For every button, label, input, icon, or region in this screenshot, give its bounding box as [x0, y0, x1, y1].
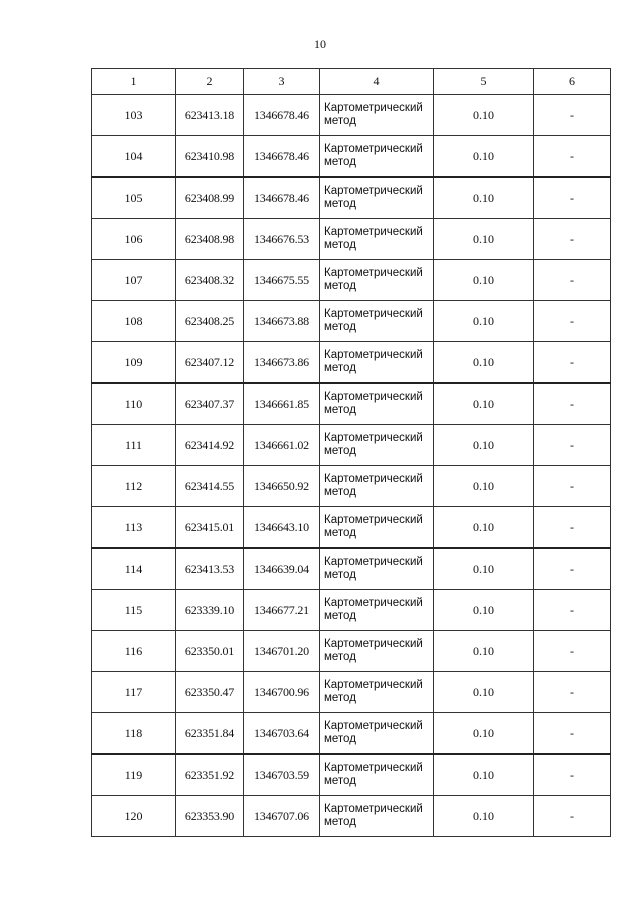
- y-coordinate-cell: 1346707.06: [244, 796, 320, 837]
- method-cell: Картометрический метод: [320, 301, 434, 342]
- y-coordinate-cell: 1346678.46: [244, 95, 320, 136]
- accuracy-cell: 0.10: [434, 260, 534, 301]
- accuracy-cell: 0.10: [434, 301, 534, 342]
- y-coordinate-cell: 1346700.96: [244, 672, 320, 713]
- column-header: 6: [534, 69, 611, 95]
- table-row: [92, 672, 611, 713]
- coordinates-table: [91, 68, 611, 837]
- y-coordinate-cell: 1346673.86: [244, 342, 320, 384]
- point-number-cell: 120: [92, 796, 176, 837]
- y-coordinate-cell: 1346678.46: [244, 177, 320, 219]
- x-coordinate-cell: 623408.32: [176, 260, 244, 301]
- method-cell: Картометрический метод: [320, 466, 434, 507]
- point-number-cell: 111: [92, 425, 176, 466]
- x-coordinate-cell: 623339.10: [176, 590, 244, 631]
- x-coordinate-cell: 623410.98: [176, 136, 244, 178]
- table-row: [92, 507, 611, 549]
- x-coordinate-cell: 623414.55: [176, 466, 244, 507]
- point-number-cell: 110: [92, 383, 176, 425]
- x-coordinate-cell: 623413.53: [176, 548, 244, 590]
- table-row: [92, 95, 611, 136]
- description-cell: -: [534, 796, 611, 837]
- point-number-cell: 104: [92, 136, 176, 178]
- table-row: [92, 713, 611, 755]
- description-cell: -: [534, 425, 611, 466]
- table-row: [92, 754, 611, 796]
- accuracy-cell: 0.10: [434, 713, 534, 755]
- accuracy-cell: 0.10: [434, 425, 534, 466]
- description-cell: -: [534, 260, 611, 301]
- description-cell: -: [534, 590, 611, 631]
- point-number-cell: 108: [92, 301, 176, 342]
- point-number-cell: 118: [92, 713, 176, 755]
- accuracy-cell: 0.10: [434, 95, 534, 136]
- point-number-cell: 106: [92, 219, 176, 260]
- accuracy-cell: 0.10: [434, 136, 534, 178]
- x-coordinate-cell: 623353.90: [176, 796, 244, 837]
- x-coordinate-cell: 623408.99: [176, 177, 244, 219]
- method-cell: Картометрический метод: [320, 713, 434, 755]
- method-cell: Картометрический метод: [320, 95, 434, 136]
- point-number-cell: 119: [92, 754, 176, 796]
- point-number-cell: 109: [92, 342, 176, 384]
- description-cell: -: [534, 136, 611, 178]
- page-number: 10: [314, 37, 326, 51]
- point-number-cell: 112: [92, 466, 176, 507]
- column-header: 5: [434, 69, 534, 95]
- table-row: [92, 425, 611, 466]
- x-coordinate-cell: 623408.98: [176, 219, 244, 260]
- point-number-cell: 107: [92, 260, 176, 301]
- table-row: [92, 219, 611, 260]
- x-coordinate-cell: 623351.92: [176, 754, 244, 796]
- description-cell: -: [534, 466, 611, 507]
- point-number-cell: 115: [92, 590, 176, 631]
- x-coordinate-cell: 623408.25: [176, 301, 244, 342]
- accuracy-cell: 0.10: [434, 796, 534, 837]
- point-number-cell: 105: [92, 177, 176, 219]
- y-coordinate-cell: 1346639.04: [244, 548, 320, 590]
- column-header: 1: [92, 69, 176, 95]
- y-coordinate-cell: 1346650.92: [244, 466, 320, 507]
- method-cell: Картометрический метод: [320, 590, 434, 631]
- y-coordinate-cell: 1346661.85: [244, 383, 320, 425]
- table-row: [92, 342, 611, 384]
- description-cell: -: [534, 95, 611, 136]
- y-coordinate-cell: 1346643.10: [244, 507, 320, 549]
- x-coordinate-cell: 623350.47: [176, 672, 244, 713]
- y-coordinate-cell: 1346675.55: [244, 260, 320, 301]
- method-cell: Картометрический метод: [320, 631, 434, 672]
- accuracy-cell: 0.10: [434, 631, 534, 672]
- y-coordinate-cell: 1346703.59: [244, 754, 320, 796]
- method-cell: Картометрический метод: [320, 796, 434, 837]
- description-cell: -: [534, 342, 611, 384]
- accuracy-cell: 0.10: [434, 342, 534, 384]
- method-cell: Картометрический метод: [320, 383, 434, 425]
- y-coordinate-cell: 1346673.88: [244, 301, 320, 342]
- x-coordinate-cell: 623407.37: [176, 383, 244, 425]
- point-number-cell: 116: [92, 631, 176, 672]
- column-header: 4: [320, 69, 434, 95]
- method-cell: Картометрический метод: [320, 342, 434, 384]
- description-cell: -: [534, 177, 611, 219]
- accuracy-cell: 0.10: [434, 383, 534, 425]
- accuracy-cell: 0.10: [434, 672, 534, 713]
- x-coordinate-cell: 623350.01: [176, 631, 244, 672]
- method-cell: Картометрический метод: [320, 425, 434, 466]
- table-header-row: [92, 69, 611, 95]
- method-cell: Картометрический метод: [320, 177, 434, 219]
- point-number-cell: 103: [92, 95, 176, 136]
- method-cell: Картометрический метод: [320, 219, 434, 260]
- description-cell: -: [534, 631, 611, 672]
- accuracy-cell: 0.10: [434, 466, 534, 507]
- accuracy-cell: 0.10: [434, 177, 534, 219]
- column-header: 3: [244, 69, 320, 95]
- accuracy-cell: 0.10: [434, 219, 534, 260]
- table-row: [92, 301, 611, 342]
- table-row: [92, 796, 611, 837]
- method-cell: Картометрический метод: [320, 754, 434, 796]
- method-cell: Картометрический метод: [320, 260, 434, 301]
- table-row: [92, 136, 611, 178]
- table-row: [92, 631, 611, 672]
- description-cell: -: [534, 672, 611, 713]
- point-number-cell: 113: [92, 507, 176, 549]
- y-coordinate-cell: 1346676.53: [244, 219, 320, 260]
- column-header: 2: [176, 69, 244, 95]
- x-coordinate-cell: 623414.92: [176, 425, 244, 466]
- y-coordinate-cell: 1346703.64: [244, 713, 320, 755]
- y-coordinate-cell: 1346701.20: [244, 631, 320, 672]
- point-number-cell: 117: [92, 672, 176, 713]
- table-row: [92, 260, 611, 301]
- x-coordinate-cell: 623415.01: [176, 507, 244, 549]
- x-coordinate-cell: 623407.12: [176, 342, 244, 384]
- y-coordinate-cell: 1346677.21: [244, 590, 320, 631]
- accuracy-cell: 0.10: [434, 548, 534, 590]
- point-number-cell: 114: [92, 548, 176, 590]
- accuracy-cell: 0.10: [434, 507, 534, 549]
- description-cell: -: [534, 301, 611, 342]
- description-cell: -: [534, 383, 611, 425]
- description-cell: -: [534, 713, 611, 755]
- table-row: [92, 590, 611, 631]
- y-coordinate-cell: 1346678.46: [244, 136, 320, 178]
- table-body: [92, 69, 611, 837]
- description-cell: -: [534, 548, 611, 590]
- description-cell: -: [534, 507, 611, 549]
- description-cell: -: [534, 754, 611, 796]
- x-coordinate-cell: 623351.84: [176, 713, 244, 755]
- table-row: [92, 466, 611, 507]
- table-row: [92, 177, 611, 219]
- description-cell: -: [534, 219, 611, 260]
- accuracy-cell: 0.10: [434, 590, 534, 631]
- method-cell: Картометрический метод: [320, 507, 434, 549]
- y-coordinate-cell: 1346661.02: [244, 425, 320, 466]
- accuracy-cell: 0.10: [434, 754, 534, 796]
- method-cell: Картометрический метод: [320, 548, 434, 590]
- table-row: [92, 548, 611, 590]
- x-coordinate-cell: 623413.18: [176, 95, 244, 136]
- method-cell: Картометрический метод: [320, 672, 434, 713]
- method-cell: Картометрический метод: [320, 136, 434, 178]
- table-row: [92, 383, 611, 425]
